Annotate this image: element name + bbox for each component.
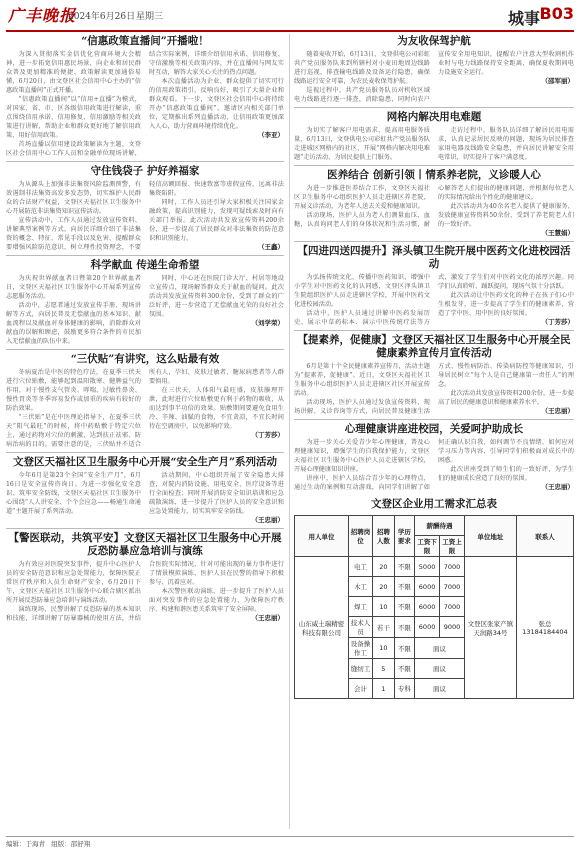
article xyxy=(6,35,284,158)
table-cell: 10 xyxy=(373,597,394,617)
table-cell: 20 xyxy=(373,577,394,597)
right-column xyxy=(294,34,574,829)
article-body xyxy=(6,180,284,252)
table-cell: 不限 xyxy=(394,638,415,659)
article-paragraph: 演练现场，民警讲解了反恐防暴的基本知识和技能，详细讲解了防暴器械的使用方法，并结合医院实际情况，针对可能出现的暴力事件进行了情景模拟演练，医护人员在民警的指导下积极参与、沉着应对。 xyxy=(6,561,284,622)
article-paragraph: 同时，工作人员还引导大家积极关注国家金融政策，提高识别能力，发现可疑线索及时向有关部门举报。此次活动共发放宣传资料200余份，进一步提高了居民群众对非法集资的防范意识和识别能力。 xyxy=(149,199,284,242)
column-header: 工资上限 xyxy=(440,536,465,557)
page-header xyxy=(6,2,574,32)
article-byline: （王忠丽） xyxy=(251,614,284,622)
column-header: 单位地址 xyxy=(464,516,516,557)
article-title: 科学献血 传递生命希望 xyxy=(90,259,200,271)
article-byline: （王慧娟） xyxy=(541,229,574,237)
article-separator xyxy=(294,165,574,166)
article-separator xyxy=(294,107,574,108)
article-byline: （邵军丽） xyxy=(541,77,574,85)
article-paragraph: 活动中，志愿者通过发放宣传手册、现场讲解等方式，向居民普及无偿献血的基本知识、献血流程以及献血对身体健康的影响，消除群众对献血的误解和顾虑，鼓励更多符合条件的市民加入无偿献血的队伍中来。 xyxy=(6,302,141,345)
article-paragraph: 走访过程中，服务队员详细了解居民用电需求，认真记录居民反映的问题，现场为居民排查家用电器及线路安全隐患，并向居民讲解安全用电常识，切实提升了客户满意度。 xyxy=(438,127,574,161)
table-cell: 不限 xyxy=(394,659,415,679)
article-body xyxy=(6,560,284,623)
article-paragraph: 随着麦收开始，6月13日，文登供电公司彩虹共产党员服务队来到所辖村对小麦田地周边线路进行巡视，排查输电线路及设备运行隐患，确保线路运行安全可靠，为农民麦收保驾护航。 xyxy=(294,51,430,85)
article-paragraph: 为从源头上加强非法集资风险监测预警，有效遏制非法集资高发多发态势，切实维护人民群众的合法财产权益，文登区天福社区卫生服务中心开展防范非法集资知识宣传活动。 xyxy=(6,181,141,215)
article-paragraph: 6月是第十个全民健康素养宣传月，活动主题为“提素养，促健康”。近日，文登区天福社区卫生服务中心组织医护人员走进辖区社区开展宣传活动。 xyxy=(294,363,430,397)
article-separator xyxy=(294,330,574,331)
article-title: 网格内解决用电难题 xyxy=(386,111,482,123)
address-cell: 文登区张家产镇天润路34号 xyxy=(464,557,516,699)
article-paragraph: 巡视过程中，共产党员服务队员对机收区域电力线路进行逐一排查，消除隐患，同时向农户宣传安全用电知识，提醒农户注意大型收割机作业时与电力线路保持安全距离，确保夏收期间电力设施安全运行。 xyxy=(294,51,574,103)
article-title: “三伏贴”有讲究，这么贴最有效 xyxy=(70,353,220,365)
article-separator xyxy=(6,528,284,529)
left-column xyxy=(6,34,284,829)
article-body xyxy=(294,362,574,416)
table-row xyxy=(295,557,574,577)
designer-credit: 组版：邵舒翔 xyxy=(51,840,91,848)
column-header: 薪酬待遇 xyxy=(415,516,465,536)
article-paragraph: 此次活动让中医药文化的种子在孩子们心中生根发芽，进一步提高了学生们的健康素养，营造了学中医、用中医的良好氛围。 xyxy=(438,292,574,317)
article xyxy=(294,35,574,104)
jobs-table-title: 文登区企业用工需求汇总表 xyxy=(371,498,497,510)
article-title: 【四进四送四提升】泽头镇卫生院开展中医药文化进校园活动 xyxy=(297,245,571,270)
table-cell: 若干 xyxy=(373,617,394,638)
table-cell: 会计 xyxy=(348,679,372,699)
table-cell: 专科 xyxy=(394,679,415,699)
table-cell: 不限 xyxy=(394,577,415,597)
article-separator xyxy=(6,452,284,453)
article xyxy=(294,245,574,327)
table-cell: 6000 xyxy=(415,597,440,617)
table-cell: 技术人员 xyxy=(348,617,372,638)
article-title: 医养结合 创新引领丨情系养老院，义诊暖人心 xyxy=(327,169,541,181)
contact-cell: 张总 13184184404 xyxy=(516,557,573,699)
article-paragraph: 本次警医联动演练，进一步提升了医护人员面对突发事件的应急处置能力，为保障医疗秩序、构建和谐医患关系筑牢了安全屏障。 xyxy=(149,588,284,613)
table-cell: 7000 xyxy=(440,597,465,617)
column-header: 用人单位 xyxy=(295,516,349,557)
article-byline: （丁芳莎） xyxy=(541,318,574,326)
article-paragraph: 此次活动共为40余名老人提供了健康服务，发放健康宣传资料50余份，受到了养老院老人们的一致好评。 xyxy=(438,203,574,228)
article-paragraph: 首场直播以信用建设政策解读为主题，文登区社会信用中心工作人员和金融单位现场讲解，结合实际案例，详细介绍信用承诺、信用修复、守信激励等相关政策内容，并在直播间与网友实时互动，解答大家关心关注的热点问题。 xyxy=(6,51,284,157)
table-cell: 面议 xyxy=(415,638,465,659)
article xyxy=(294,169,574,238)
article-separator xyxy=(294,241,574,242)
table-cell: 不限 xyxy=(394,617,415,638)
article-body xyxy=(6,274,284,346)
article-paragraph: 同时，中心还在医院门诊大厅、村居等地设立宣传点，现场解答群众关于献血的疑问。此次活动共发放宣传资料300余份，受到了群众的广泛好评，进一步营造了无偿献血光荣的良好社会氛围。 xyxy=(149,275,284,318)
table-cell: 面议 xyxy=(415,659,465,679)
article-paragraph: 为有效应对医院突发事件，提升中心医护人员的安全防范意识和应急处置能力，保障医院正常医疗秩序和人员生命财产安全，6月20日下午，文登区天福社区卫生服务中心联合辖区派出所开展反恐防暴应急培训与演练活动。 xyxy=(6,561,141,604)
column-header: 联系人 xyxy=(516,516,573,557)
article-separator xyxy=(294,419,574,420)
table-cell: 焊工 xyxy=(348,597,372,617)
page-number: B03 xyxy=(539,4,574,23)
article-separator xyxy=(6,161,284,162)
article-paragraph: 本次直播活动为企业、群众提供了切实可行的信用政策指引，反响良好，吸引了大量企业和群众观看。下一步，文登区社会信用中心将持续开办“信惠政策直播间”，邀请区内相关部门单位，定期推出系列直播活动，让信用政策更加深入人心，助力营商环境持续优化。 xyxy=(149,78,284,130)
table-cell: 1 xyxy=(373,679,394,699)
newspaper-logo: 广丰晚报 xyxy=(8,6,77,25)
article xyxy=(6,165,284,252)
page-footer xyxy=(6,836,574,848)
article-paragraph: 为进一步推进医养结合工作，文登区天福社区卫生服务中心组织医护人员走进辖区养老院，开展义诊活动，为老年人送去关爱和健康知识。 xyxy=(294,185,430,210)
article xyxy=(294,334,574,416)
table-cell: 木工 xyxy=(348,577,372,597)
column-header: 工资下限 xyxy=(415,536,440,557)
issue-weekday: 星期三 xyxy=(136,12,164,22)
article-byline: （王忠丽） xyxy=(541,483,574,491)
article-body xyxy=(6,50,284,158)
article-title: 【提素养，促健康】文登区天福社区卫生服务中心开展全民健康素养宣传月宣传活动 xyxy=(297,334,571,359)
article xyxy=(6,456,284,525)
article-paragraph: 活动现场，医护人员通过发放宣传资料、现场讲解、义诊咨询等方式，向居民普及健康生活方式、慢性病防治、传染病防控等健康知识，引导居民树立“每个人是自己健康第一责任人”的理念。 xyxy=(294,363,574,415)
article-byline: （王忠丽） xyxy=(251,516,284,524)
table-cell: 7000 xyxy=(440,557,465,577)
table-cell: 10 xyxy=(373,638,394,659)
article-byline: （刘学荣） xyxy=(251,319,284,327)
table-cell: 5000 xyxy=(415,557,440,577)
article-paragraph: 为深入贯彻落实金信优化营商环境大会精神，进一步拓宽信用惠民场景，向企业和居民群众普及更加精准的便捷、政策解读更加通俗易懂，6月20日，由文登区社会信用中心主办的“信惠政策直播间”正式开播。 xyxy=(6,51,141,94)
article xyxy=(6,353,284,449)
table-cell: 面议 xyxy=(415,679,465,699)
article-paragraph: “三伏贴”是在中医理论指导下，在夏季三伏天“阳气最旺”的时候，将中药贴敷于特定穴位上，通过药物对穴位的刺激，达到扶正祛邪、防病治病的目的。需要注意的是，三伏贴并不适合所有人，孕妇、皮肤过敏者、糖尿病患者等人群要慎用。 xyxy=(6,369,284,448)
article-paragraph: 活动期间，中心组织开展了安全隐患大排查，对院内消防设施、用电安全、医疗设备等进行全面检查；同时开展消防安全知识培训和应急疏散演练，进一步提升了医护人员的安全意识和应急处置能力，切实筑牢安全防线。 xyxy=(149,472,284,515)
article-paragraph: 此次讲座受到了师生们的一致好评，为学生们的健康成长营造了良好的氛围。 xyxy=(438,466,574,482)
right-articles xyxy=(294,35,574,492)
table-cell: 设备操作工 xyxy=(348,638,372,659)
article-title: 守住钱袋子 护好养福家 xyxy=(90,165,200,177)
jobs-table xyxy=(294,515,574,699)
article-paragraph: 为庆祝世界献血者日暨第20个世界献血者日，文登区天福社区卫生服务中心开展系列宣传志愿服务活动。 xyxy=(6,275,141,300)
table-cell: 5 xyxy=(373,659,394,679)
company-cell: 山东威土瑞精密科技有限公司 xyxy=(295,557,349,699)
issue-date: 2024年6月26日 xyxy=(68,12,136,22)
article-body xyxy=(294,438,574,492)
article-paragraph: “信惠政策直播间”以“信用+直播”为模式，对国家、省、市、区各级信用政策进行解读，重点围绕信用承诺、信用修复、信用激励等相关政策进行讲解，帮助企业和群众更好地了解信用政策、用好信用政策。 xyxy=(6,96,141,139)
article-title: “信惠政策直播间”开播啦！ xyxy=(81,35,209,47)
editor-credit: 编辑：于海青 xyxy=(6,840,45,848)
column-header: 学历要求 xyxy=(394,516,415,557)
article-paragraph: 在三伏天，人体阳气最旺盛，皮肤腠理开泄，此时进行穴位贴敷更有利于药物的吸收，从而达到事半功倍的效果。贴敷期间要避免食用生冷、辛辣、油腻的食物，不宜贪凉，不宜长时间待在空调房中，以免影响疗效。 xyxy=(149,387,284,430)
article-byline: （王鑫） xyxy=(258,243,284,251)
article-title: 心理健康讲座进校园，关爱呵护助成长 xyxy=(344,423,524,435)
article-paragraph: 活动现场，医护人员为老人们测量血压、血糖，认真询问老人们的身体状况和生活习惯，耐心解答老人们提出的健康问题，并根据每位老人的实际情况给出个性化的健康建议。 xyxy=(294,185,574,228)
table-header-row xyxy=(295,516,574,536)
article-byline: （王忠丽） xyxy=(541,407,574,415)
article-separator xyxy=(6,255,284,256)
table-cell: 缝纫工 xyxy=(348,659,372,679)
article-title: 为友收保驾护航 xyxy=(397,35,471,47)
article-paragraph: 为进一步关心关爱青少年心理健康，普及心理健康知识，增强学生的自我保护能力，文登区天福社区卫生服务中心医护人员走进辖区学校，开展心理健康知识讲座。 xyxy=(294,439,430,473)
article-paragraph: 冬病夏治是中医的特色疗法，在夏季三伏天进行穴位贴敷，能够起到温阳散寒、健脾益气的作用，对于慢性支气管炎、哮喘、过敏性鼻炎、慢性胃炎等冬季容易发作或加重的疾病有较好的防治效果。 xyxy=(6,369,141,412)
article-body xyxy=(294,50,574,104)
article-paragraph: 为切实了解客户用电需求、提高用电服务质量，6月13日，文登供电公司彩虹共产党员服务队走进城区网格内的社区，开展“网格内解决用电难题”走访活动，为居民提供上门服务。 xyxy=(294,127,430,161)
table-cell: 电工 xyxy=(348,557,372,577)
article-body xyxy=(6,471,284,525)
table-cell: 不限 xyxy=(394,597,415,617)
article-paragraph: 为弘扬传统文化，传播中医药知识，增强中小学生对中医药文化的认同感，文登区泽头镇卫生院组织医护人员走进辖区学校，开展中医药文化进校园活动。 xyxy=(294,274,430,308)
article-title: 【警医联动，共筑平安】文登区天福社区卫生服务中心开展反恐防暴应急培训与演练 xyxy=(8,532,282,557)
article-body xyxy=(294,273,574,327)
article-paragraph: 活动中，医护人员通过讲解中医药发展历史、展示中草药标本、演示中医传统疗法等方式，激发了学生们对中医药文化的浓厚兴趣。同学们认真聆听、踊跃提问，现场气氛十分活跃。 xyxy=(294,274,574,326)
table-cell: 20 xyxy=(373,557,394,577)
article xyxy=(6,259,284,346)
article-paragraph: 今年6月是第23个全国“安全生产月”，6月16日是安全宣传咨询日。为进一步强化安全意识、筑牢安全防线，文登区天福社区卫生服务中心围绕“人人讲安全、个个会应急——畅通生命通道”主题开展了系列活动。 xyxy=(6,472,141,515)
column-header: 招聘人数 xyxy=(373,516,394,557)
article-separator xyxy=(6,349,284,350)
article-byline: （丁芳莎） xyxy=(251,431,284,439)
table-cell: 7000 xyxy=(440,577,465,597)
article xyxy=(294,111,574,162)
section-name: 城事 xyxy=(507,9,540,28)
article xyxy=(294,423,574,492)
table-cell: 6000 xyxy=(415,617,440,638)
article-body xyxy=(294,184,574,238)
article-title: 文登区天福社区卫生服务中心开展“安全生产月”系列活动 xyxy=(12,456,278,468)
article-paragraph: 宣传活动中，工作人员通过发放宣传资料、讲解典型案例等方式，向居民详细介绍了非法集资的概念、特征、常见手段以及危害，提醒群众要增强风险防范意识，树立理性投资理念，不要轻信高额回报、快速致富等虚假宣传，远离非法集资陷阱。 xyxy=(6,181,284,251)
jobs-table-section xyxy=(294,496,574,699)
article-paragraph: 讲座中，医护人员结合青少年的心理特点，通过生动的案例和互动游戏，向同学们讲解了如何正确认识自我、如何调节不良情绪、如何应对学习压力等内容，引导同学们积极面对成长中的困惑。 xyxy=(294,439,574,491)
article-paragraph: 此次活动共发放宣传资料200余份，进一步提高了居民的健康意识和健康素养水平。 xyxy=(438,390,574,406)
article xyxy=(6,532,284,623)
article-body xyxy=(6,368,284,449)
article-byline: （李亚） xyxy=(258,131,284,139)
column-divider xyxy=(289,34,290,829)
table-cell: 9000 xyxy=(440,617,465,638)
article-body xyxy=(294,126,574,162)
column-header: 招聘岗位 xyxy=(348,516,372,557)
table-cell: 不限 xyxy=(394,557,415,577)
table-cell: 6000 xyxy=(415,577,440,597)
